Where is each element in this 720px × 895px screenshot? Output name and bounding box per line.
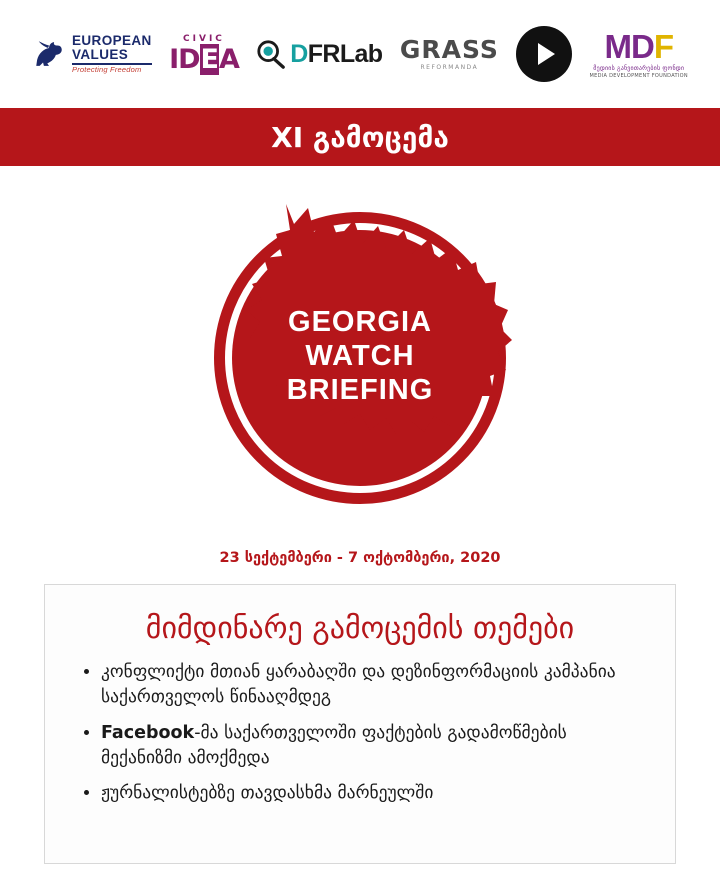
- logo-mdf: [589, 27, 688, 79]
- dfrlab-dark: FRLab: [307, 39, 383, 68]
- ev-line2: VALUES: [72, 46, 129, 62]
- list-item: [101, 721, 649, 771]
- dfrlab-teal: D: [290, 39, 308, 68]
- topics-card: [44, 584, 676, 864]
- list-item: [101, 660, 649, 710]
- mdf-main: [604, 27, 673, 65]
- georgia-watch-briefing-emblem: [190, 186, 530, 526]
- mdf-sub-en: MEDIA DEVELOPMENT FOUNDATION: [589, 72, 688, 79]
- hero-section: [0, 166, 720, 546]
- emblem-line-2: WATCH: [305, 339, 415, 372]
- emblem-line-1: GEORGIA: [288, 305, 432, 338]
- logo-european-values: [32, 34, 152, 74]
- civic-idea-pre: ID: [169, 44, 200, 75]
- date-range: 23 სექტემბერი - 7 ოქტომბერი, 2020: [219, 550, 501, 566]
- pegasus-icon: [32, 37, 66, 71]
- emblem-text: [287, 305, 434, 408]
- topics-list: [71, 660, 649, 806]
- emblem-line-3: BRIEFING: [286, 374, 434, 407]
- logo-play-button: [516, 26, 572, 82]
- grass-sub: REFORMANDA: [420, 64, 479, 71]
- partner-logo-bar: [0, 0, 720, 108]
- civic-idea-post: A: [218, 44, 239, 75]
- ev-tagline: Protecting Freedom: [72, 65, 142, 75]
- topic-text: კონფლიქტი მთიან ყარაბაღში და დეზინფორმაციის კამპანია საქართველოს წინააღმდეგ: [101, 662, 616, 707]
- mdf-main-post: F: [653, 27, 673, 65]
- play-icon: [516, 26, 572, 82]
- logo-dfrlab: [256, 39, 382, 69]
- edition-title: XI გამოცემა: [271, 120, 449, 154]
- logo-grass: [400, 37, 499, 71]
- magnifier-icon: [256, 39, 286, 69]
- list-item: [101, 781, 649, 806]
- civic-idea-box: E: [200, 44, 218, 75]
- logo-civic-idea: [169, 35, 239, 73]
- topic-bold: Facebook: [101, 722, 195, 743]
- topic-text: ჟურნალისტებზე თავდასხმა მარნეულში: [101, 783, 434, 804]
- edition-banner: [0, 108, 720, 166]
- topics-title: მიმდინარე გამოცემის თემები: [145, 611, 575, 646]
- mdf-main-pre: MD: [604, 27, 654, 65]
- topic-text: -მა საქართველოში ფაქტების გადამოწმების მექანიზმი ამოქმედა: [101, 722, 567, 768]
- ev-line1: EUROPEAN: [72, 32, 152, 48]
- civic-idea-top: CIVIC: [183, 34, 225, 44]
- civic-idea-main: [169, 46, 239, 73]
- mdf-sub-ka: მედიის განვითარების ფონდი: [593, 64, 685, 72]
- grass-main: GRASS: [399, 35, 499, 64]
